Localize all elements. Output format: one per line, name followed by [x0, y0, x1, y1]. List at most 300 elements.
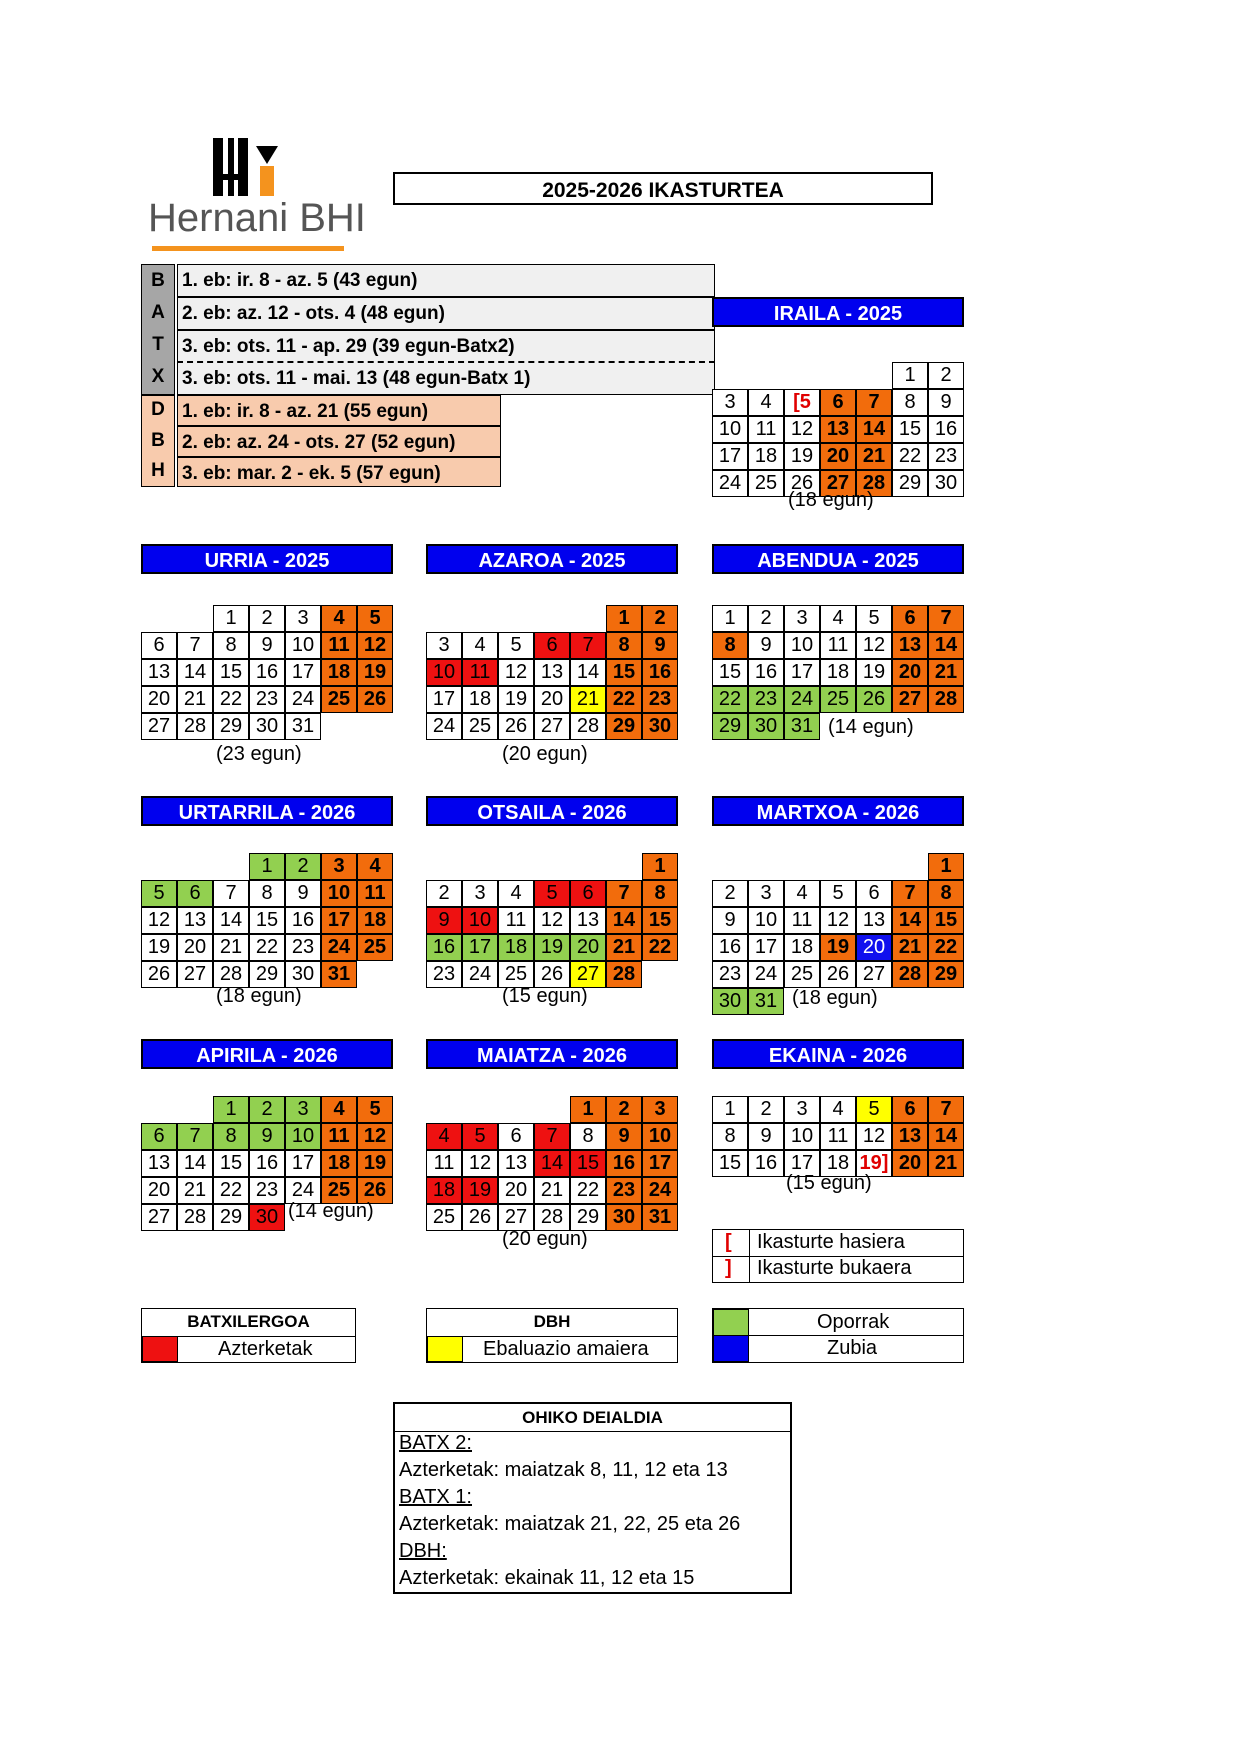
day-cell: 7 — [177, 1123, 213, 1150]
day-cell: 6 — [856, 880, 892, 907]
day-cell: 15 — [928, 907, 964, 934]
day-cell: 25 — [357, 934, 393, 961]
day-cell: 21 — [534, 1177, 570, 1204]
day-cell: 19 — [498, 686, 534, 713]
day-cell: 13 — [177, 907, 213, 934]
month-header-urria: URRIA - 2025 — [141, 544, 393, 574]
start-label: Ikasturte hasiera — [757, 1231, 905, 1253]
dbh-letter: H — [151, 460, 165, 481]
day-cell: 26 — [856, 686, 892, 713]
day-cell: 17 — [285, 659, 321, 686]
day-cell: 16 — [606, 1150, 642, 1177]
batx-term-3a: 3. eb: ots. 11 - ap. 29 (39 egun-Batx2) — [177, 330, 715, 363]
day-cell: 11 — [357, 880, 393, 907]
day-cell: 18 — [498, 934, 534, 961]
day-cell: 12 — [357, 1123, 393, 1150]
day-cell: 5 — [141, 880, 177, 907]
day-cell: 15 — [213, 1150, 249, 1177]
ohiko-heading-batx2: BATX 2: — [399, 1432, 472, 1454]
batx-side — [141, 264, 175, 395]
day-cell: 2 — [285, 853, 321, 880]
day-cell: 22 — [712, 686, 748, 713]
day-cell: 17 — [748, 934, 784, 961]
day-cell: 28 — [534, 1204, 570, 1231]
day-cell: 23 — [426, 961, 462, 988]
day-cell: 23 — [642, 686, 678, 713]
logo-bar-2 — [228, 138, 234, 196]
day-cell: 27 — [892, 686, 928, 713]
day-cell: 14 — [928, 632, 964, 659]
day-cell: 29 — [892, 470, 928, 497]
month-header-azaroa: AZAROA - 2025 — [426, 544, 678, 574]
day-cell: 14 — [534, 1150, 570, 1177]
day-cell: 24 — [426, 713, 462, 740]
day-cell: 25 — [462, 713, 498, 740]
dbh-term-1: 1. eb: ir. 8 - az. 21 (55 egun) — [177, 395, 501, 426]
vacation-label: Oporrak — [817, 1311, 890, 1333]
day-cell: 14 — [213, 907, 249, 934]
logo-text: Hernani BHI — [148, 196, 366, 240]
egun-count-apirila: (14 egun) — [288, 1200, 374, 1222]
day-cell: 28 — [570, 713, 606, 740]
day-cell: 19] — [856, 1150, 892, 1177]
day-cell: 13 — [892, 1123, 928, 1150]
batx-letter: X — [151, 366, 165, 387]
day-cell: 1 — [249, 853, 285, 880]
day-cell: 18 — [784, 934, 820, 961]
day-cell: 16 — [642, 659, 678, 686]
day-cell: 3 — [321, 853, 357, 880]
day-cell: 27 — [498, 1204, 534, 1231]
day-cell: 21 — [928, 1150, 964, 1177]
day-cell: 19 — [357, 659, 393, 686]
day-cell: 6 — [820, 389, 856, 416]
day-cell: 8 — [570, 1123, 606, 1150]
day-cell: 26 — [498, 713, 534, 740]
day-cell: 29 — [213, 713, 249, 740]
day-cell: 24 — [712, 470, 748, 497]
dbh-term-3: 3. eb: mar. 2 - ek. 5 (57 egun) — [177, 457, 501, 487]
day-cell: 10 — [285, 632, 321, 659]
day-cell: 14 — [570, 659, 606, 686]
day-cell: 20 — [856, 934, 892, 961]
day-cell: 8 — [712, 632, 748, 659]
day-cell: 31 — [321, 961, 357, 988]
month-header-urtarrila: URTARRILA - 2026 — [141, 796, 393, 826]
day-cell: 19 — [534, 934, 570, 961]
egun-count-azaroa: (20 egun) — [502, 743, 588, 765]
day-cell: 21 — [892, 934, 928, 961]
day-cell: 10 — [426, 659, 462, 686]
day-cell: 30 — [249, 713, 285, 740]
day-cell: 17 — [462, 934, 498, 961]
logo-bar-3 — [238, 138, 248, 196]
evaluation-end-swatch — [427, 1336, 463, 1362]
day-cell: 3 — [285, 605, 321, 632]
day-cell: 27 — [856, 961, 892, 988]
day-cell: 4 — [321, 605, 357, 632]
day-cell: 17 — [321, 907, 357, 934]
day-cell: 6 — [498, 1123, 534, 1150]
day-cell: 4 — [462, 632, 498, 659]
ohiko-heading-dbh: DBH: — [399, 1540, 447, 1562]
day-cell: 22 — [213, 686, 249, 713]
day-cell: 10 — [748, 907, 784, 934]
day-cell: [5 — [784, 389, 820, 416]
start-mark: [ — [725, 1231, 732, 1253]
egun-count-otsaila: (15 egun) — [502, 985, 588, 1007]
day-cell: 24 — [285, 686, 321, 713]
dbh-legend — [426, 1308, 678, 1363]
end-label: Ikasturte bukaera — [757, 1257, 912, 1279]
day-cell: 28 — [177, 713, 213, 740]
day-cell: 6 — [141, 632, 177, 659]
day-cell: 12 — [141, 907, 177, 934]
day-cell: 7 — [928, 1096, 964, 1123]
day-cell: 6 — [141, 1123, 177, 1150]
day-cell: 3 — [748, 880, 784, 907]
day-cell: 11 — [820, 632, 856, 659]
ohiko-heading-batx1: BATX 1: — [399, 1486, 472, 1508]
day-cell: 1 — [928, 853, 964, 880]
batx-letter: T — [152, 334, 164, 355]
day-cell: 20 — [534, 686, 570, 713]
day-cell: 4 — [784, 880, 820, 907]
day-cell: 28 — [856, 470, 892, 497]
egun-count-iraila: (18 egun) — [788, 489, 874, 511]
day-cell: 12 — [498, 659, 534, 686]
day-cell: 6 — [570, 880, 606, 907]
day-cell: 9 — [426, 907, 462, 934]
day-cell: 21 — [177, 686, 213, 713]
day-cell: 24 — [462, 961, 498, 988]
day-cell: 7 — [177, 632, 213, 659]
day-cell: 26 — [462, 1204, 498, 1231]
day-cell: 19 — [462, 1177, 498, 1204]
day-cell: 25 — [321, 1177, 357, 1204]
day-cell: 2 — [748, 1096, 784, 1123]
day-cell: 16 — [249, 659, 285, 686]
day-cell: 23 — [606, 1177, 642, 1204]
day-cell: 23 — [249, 686, 285, 713]
day-cell: 20 — [570, 934, 606, 961]
day-cell: 12 — [534, 907, 570, 934]
day-cell: 8 — [213, 632, 249, 659]
day-cell: 1 — [213, 1096, 249, 1123]
day-cell: 27 — [141, 1204, 177, 1231]
day-cell: 7 — [534, 1123, 570, 1150]
logo-orange-bar — [260, 166, 274, 196]
day-cell: 10 — [321, 880, 357, 907]
day-cell: 3 — [712, 389, 748, 416]
day-cell: 23 — [249, 1177, 285, 1204]
egun-count-ekaina: (15 egun) — [786, 1172, 872, 1194]
day-cell: 14 — [856, 416, 892, 443]
day-cell: 31 — [285, 713, 321, 740]
day-cell: 7 — [213, 880, 249, 907]
day-cell: 24 — [321, 934, 357, 961]
day-cell: 13 — [820, 416, 856, 443]
day-cell: 23 — [748, 686, 784, 713]
day-cell: 15 — [249, 907, 285, 934]
school-logo — [148, 138, 366, 256]
day-cell: 28 — [928, 686, 964, 713]
day-cell: 21 — [177, 1177, 213, 1204]
day-cell: 1 — [213, 605, 249, 632]
batx-letter: A — [151, 302, 165, 323]
day-cell: 30 — [249, 1204, 285, 1231]
day-cell: 15 — [892, 416, 928, 443]
day-cell: 13 — [570, 907, 606, 934]
day-cell: 15 — [712, 659, 748, 686]
day-cell: 11 — [321, 1123, 357, 1150]
batx-term-2: 2. eb: az. 12 - ots. 4 (48 egun) — [177, 297, 715, 330]
day-cell: 23 — [712, 961, 748, 988]
egun-count-maiatza: (20 egun) — [502, 1228, 588, 1250]
day-cell: 13 — [856, 907, 892, 934]
batx-term-1: 1. eb: ir. 8 - az. 5 (43 egun) — [177, 264, 715, 297]
day-cell: 13 — [141, 659, 177, 686]
day-cell: 12 — [462, 1150, 498, 1177]
day-cell: 29 — [213, 1204, 249, 1231]
day-cell: 11 — [498, 907, 534, 934]
day-cell: 1 — [712, 1096, 748, 1123]
month-header-ekaina: EKAINA - 2026 — [712, 1039, 964, 1069]
day-cell: 21 — [856, 443, 892, 470]
day-cell: 25 — [820, 686, 856, 713]
day-cell: 22 — [928, 934, 964, 961]
logo-crossbar — [220, 174, 242, 180]
day-cell: 12 — [784, 416, 820, 443]
day-cell: 3 — [462, 880, 498, 907]
day-cell: 1 — [606, 605, 642, 632]
day-cell: 20 — [892, 1150, 928, 1177]
divider — [427, 1336, 677, 1337]
day-cell: 28 — [892, 961, 928, 988]
day-cell: 16 — [748, 1150, 784, 1177]
day-cell: 27 — [534, 713, 570, 740]
day-cell: 6 — [892, 605, 928, 632]
logo-underline — [152, 246, 344, 251]
day-cell: 29 — [712, 713, 748, 740]
day-cell: 5 — [534, 880, 570, 907]
day-cell: 9 — [928, 389, 964, 416]
day-cell: 24 — [748, 961, 784, 988]
batx-legend-title: BATXILERGOA — [187, 1312, 310, 1331]
day-cell: 25 — [784, 961, 820, 988]
day-cell: 8 — [892, 389, 928, 416]
bridge-swatch — [713, 1335, 749, 1362]
day-cell: 7 — [928, 605, 964, 632]
day-cell: 9 — [748, 1123, 784, 1150]
day-cell: 21 — [928, 659, 964, 686]
day-cell: 12 — [357, 632, 393, 659]
day-cell: 20 — [892, 659, 928, 686]
day-cell: 28 — [177, 1204, 213, 1231]
day-cell: 17 — [426, 686, 462, 713]
day-cell: 11 — [820, 1123, 856, 1150]
ohiko-deialdia-box — [393, 1402, 792, 1594]
day-cell: 26 — [784, 470, 820, 497]
day-cell: 17 — [784, 1150, 820, 1177]
day-cell: 8 — [928, 880, 964, 907]
batx-letter: B — [151, 270, 165, 291]
day-cell: 6 — [892, 1096, 928, 1123]
day-cell: 3 — [285, 1096, 321, 1123]
day-cell: 12 — [820, 907, 856, 934]
day-cell: 8 — [642, 880, 678, 907]
day-cell: 20 — [820, 443, 856, 470]
day-cell: 15 — [606, 659, 642, 686]
day-cell: 5 — [357, 1096, 393, 1123]
vacation-legend — [712, 1308, 964, 1363]
day-cell: 6 — [177, 880, 213, 907]
day-cell: 17 — [642, 1150, 678, 1177]
start-end-legend — [712, 1229, 964, 1283]
day-cell: 21 — [213, 934, 249, 961]
day-cell: 5 — [498, 632, 534, 659]
day-cell: 24 — [285, 1177, 321, 1204]
day-cell: 12 — [856, 632, 892, 659]
day-cell: 11 — [426, 1150, 462, 1177]
day-cell: 8 — [213, 1123, 249, 1150]
day-cell: 11 — [784, 907, 820, 934]
day-cell: 10 — [712, 416, 748, 443]
day-cell: 27 — [177, 961, 213, 988]
day-cell: 10 — [784, 632, 820, 659]
month-header-otsaila: OTSAILA - 2026 — [426, 796, 678, 826]
day-cell: 30 — [712, 988, 748, 1015]
day-cell: 30 — [606, 1204, 642, 1231]
day-cell: 16 — [748, 659, 784, 686]
day-cell: 28 — [213, 961, 249, 988]
day-cell: 15 — [712, 1150, 748, 1177]
egun-count-urria: (23 egun) — [216, 743, 302, 765]
evaluation-end-label: Ebaluazio amaiera — [483, 1338, 649, 1360]
day-cell: 3 — [784, 1096, 820, 1123]
day-cell: 20 — [141, 686, 177, 713]
day-cell: 8 — [606, 632, 642, 659]
month-header-abendua: ABENDUA - 2025 — [712, 544, 964, 574]
egun-count-martxoa: (18 egun) — [792, 987, 878, 1009]
day-cell: 3 — [642, 1096, 678, 1123]
day-cell: 18 — [321, 659, 357, 686]
day-cell: 2 — [249, 1096, 285, 1123]
day-cell: 2 — [928, 362, 964, 389]
day-cell: 14 — [177, 659, 213, 686]
day-cell: 31 — [748, 988, 784, 1015]
day-cell: 6 — [534, 632, 570, 659]
day-cell: 22 — [606, 686, 642, 713]
day-cell: 27 — [141, 713, 177, 740]
day-cell: 26 — [357, 686, 393, 713]
day-cell: 2 — [712, 880, 748, 907]
day-cell: 5 — [856, 605, 892, 632]
month-header-martxoa: MARTXOA - 2026 — [712, 796, 964, 826]
day-cell: 18 — [820, 1150, 856, 1177]
day-cell: 2 — [606, 1096, 642, 1123]
day-cell: 16 — [426, 934, 462, 961]
logo-triangle — [256, 146, 278, 164]
ohiko-line: Azterketak: maiatzak 8, 11, 12 eta 13 — [399, 1459, 728, 1481]
day-cell: 17 — [712, 443, 748, 470]
day-cell: 9 — [748, 632, 784, 659]
day-cell: 5 — [856, 1096, 892, 1123]
day-cell: 30 — [642, 713, 678, 740]
day-cell: 18 — [820, 659, 856, 686]
day-cell: 19 — [357, 1150, 393, 1177]
day-cell: 25 — [748, 470, 784, 497]
exam-swatch — [142, 1336, 178, 1362]
day-cell: 23 — [285, 934, 321, 961]
day-cell: 16 — [712, 934, 748, 961]
day-cell: 10 — [285, 1123, 321, 1150]
day-cell: 25 — [426, 1204, 462, 1231]
day-cell: 21 — [606, 934, 642, 961]
day-cell: 24 — [642, 1177, 678, 1204]
day-cell: 29 — [928, 961, 964, 988]
day-cell: 15 — [570, 1150, 606, 1177]
day-cell: 20 — [498, 1177, 534, 1204]
day-cell: 1 — [642, 853, 678, 880]
day-cell: 9 — [606, 1123, 642, 1150]
day-cell: 10 — [462, 907, 498, 934]
day-cell: 1 — [892, 362, 928, 389]
day-cell: 20 — [177, 934, 213, 961]
dbh-side — [141, 395, 175, 487]
day-cell: 2 — [426, 880, 462, 907]
vacation-swatch — [713, 1309, 749, 1336]
day-cell: 23 — [928, 443, 964, 470]
day-cell: 13 — [498, 1150, 534, 1177]
day-cell: 20 — [141, 1177, 177, 1204]
day-cell: 4 — [321, 1096, 357, 1123]
day-cell: 18 — [426, 1177, 462, 1204]
ohiko-line: Azterketak: ekainak 11, 12 eta 15 — [399, 1567, 695, 1589]
egun-count-urtarrila: (18 egun) — [216, 985, 302, 1007]
end-mark: ] — [725, 1257, 732, 1279]
day-cell: 9 — [249, 1123, 285, 1150]
day-cell: 15 — [213, 659, 249, 686]
day-cell: 11 — [462, 659, 498, 686]
day-cell: 4 — [748, 389, 784, 416]
day-cell: 16 — [285, 907, 321, 934]
divider — [749, 1230, 750, 1282]
egun-count-abendua: (14 egun) — [828, 716, 914, 738]
day-cell: 9 — [642, 632, 678, 659]
day-cell: 26 — [357, 1177, 393, 1204]
day-cell: 1 — [570, 1096, 606, 1123]
day-cell: 12 — [856, 1123, 892, 1150]
logo-bar-1 — [213, 138, 223, 196]
day-cell: 2 — [748, 605, 784, 632]
day-cell: 17 — [784, 659, 820, 686]
ohiko-line: Azterketak: maiatzak 21, 22, 25 eta 26 — [399, 1513, 741, 1535]
day-cell: 26 — [820, 961, 856, 988]
day-cell: 18 — [357, 907, 393, 934]
day-cell: 19 — [820, 934, 856, 961]
day-cell: 2 — [642, 605, 678, 632]
dbh-legend-title: DBH — [533, 1312, 571, 1331]
day-cell: 29 — [606, 713, 642, 740]
day-cell: 22 — [642, 934, 678, 961]
month-header-iraila: IRAILA - 2025 — [712, 297, 964, 327]
day-cell: 25 — [321, 686, 357, 713]
day-cell: 7 — [570, 632, 606, 659]
day-cell: 5 — [357, 605, 393, 632]
ohiko-title: OHIKO DEIALDIA — [395, 1404, 790, 1432]
exam-label: Azterketak — [218, 1338, 313, 1360]
